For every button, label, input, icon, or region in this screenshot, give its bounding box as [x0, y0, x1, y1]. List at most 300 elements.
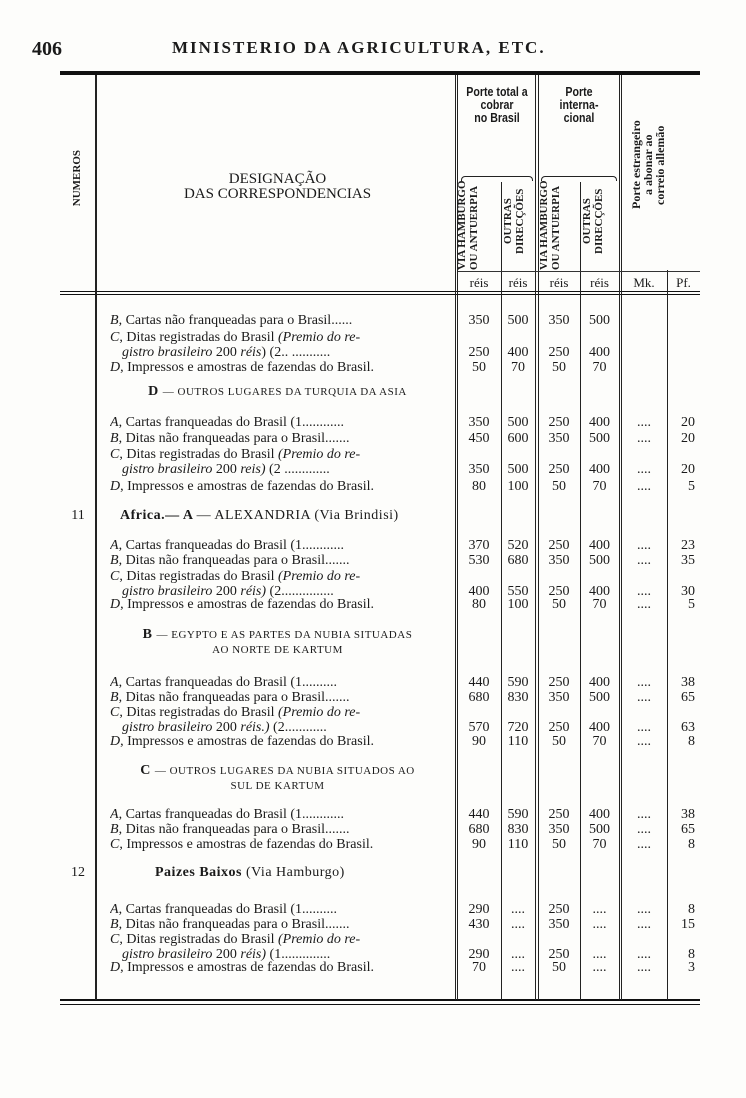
text-segment: , Impressos e amostras de fazendas do Brasil. — [120, 734, 374, 749]
text-segment: , Cartas não franqueadas para o Brasil...... — [118, 313, 353, 328]
cell-value: 50 — [552, 597, 566, 612]
header-line: Porte — [565, 85, 593, 99]
cell-value: 250 — [468, 345, 490, 360]
text-segment: A — [110, 675, 119, 690]
text-segment: D — [110, 479, 121, 494]
row-description — [110, 415, 453, 431]
cell-value: 290 — [468, 947, 490, 962]
top-rule — [60, 71, 700, 75]
heading-lead: C — [140, 763, 155, 778]
bottom-rule-2 — [60, 1004, 700, 1005]
cell-value: 50 — [552, 479, 566, 494]
text-segment: C — [110, 569, 120, 584]
cell-value: .... — [637, 479, 651, 494]
section-heading — [0, 627, 746, 656]
text-segment: B — [110, 553, 119, 568]
cell-value: .... — [592, 902, 607, 917]
unit-label: réis — [508, 275, 528, 290]
cell-value: 290 — [468, 902, 490, 917]
header-line: a abonar ao — [641, 134, 655, 196]
cell-value: 400 — [507, 345, 529, 360]
cell-value: 70 — [511, 360, 525, 375]
cell-value: .... — [637, 690, 651, 705]
heading-text — [100, 384, 455, 400]
cell-value: 500 — [589, 553, 610, 568]
table-row — [0, 431, 746, 447]
cell-value: 440 — [468, 675, 490, 690]
cell-value: 830 — [507, 690, 529, 705]
row-description — [110, 807, 453, 823]
cell-value: 440 — [468, 807, 490, 822]
cell-value: 350 — [548, 431, 570, 446]
porte-total-header — [459, 86, 536, 125]
cell-value: 250 — [548, 720, 570, 735]
text-segment: reis) — [240, 462, 270, 477]
header-line: correio allemão — [653, 125, 667, 205]
table-row — [0, 822, 746, 838]
table-row — [0, 313, 746, 329]
cell-value: 70 — [472, 960, 486, 975]
text-segment: A — [110, 807, 119, 822]
cell-value: .... — [637, 538, 651, 553]
row-description — [110, 902, 453, 918]
cell-value: .... — [637, 917, 651, 932]
running-title: MINISTERIO DA AGRICULTURA, ETC. — [172, 38, 546, 57]
row-description — [110, 705, 453, 721]
cell-value: 38 — [681, 807, 695, 822]
cell-value: .... — [637, 720, 651, 735]
heading-lead: B — [142, 627, 157, 642]
numbers-header: NUMEROS — [71, 150, 83, 207]
unit-label: réis — [590, 275, 609, 290]
heading-lead: D — [148, 384, 163, 399]
table-row — [0, 807, 746, 823]
row-description — [110, 538, 453, 554]
section-number: 11 — [71, 508, 85, 523]
cell-value: 250 — [548, 462, 570, 477]
header-line: OUTRAS — [581, 198, 593, 244]
cell-value: 590 — [507, 675, 529, 690]
cell-value: 250 — [548, 345, 570, 360]
text-segment: (Premio do re- — [277, 569, 361, 584]
text-segment: , Impressos e amostras de fazendas do Brasil. — [120, 479, 374, 494]
header-line: cobrar — [480, 98, 514, 112]
table-row — [0, 917, 746, 933]
cell-value: 430 — [468, 917, 490, 932]
cell-value: 20 — [681, 462, 695, 477]
heading-label: — ALEXANDRIA (Via Brindisi) — [196, 508, 399, 523]
cell-value: 63 — [681, 720, 695, 735]
cell-value: 350 — [468, 415, 490, 430]
header-line: OU ANTUERPIA — [550, 185, 562, 270]
text-segment: , Cartas franqueadas do Brasil (1............ — [118, 807, 345, 822]
cell-value: .... — [637, 902, 651, 917]
cell-value: 500 — [507, 313, 529, 328]
text-segment: (2 ............. — [269, 462, 330, 477]
header-line: DIRECÇÕES — [593, 188, 605, 254]
row-description — [110, 313, 453, 329]
heading-label: — EGYPTO E AS PARTES DA NUBIA SITUADAS — [156, 629, 413, 641]
text-segment: , Cartas franqueadas do Brasil (1.......... — [118, 902, 338, 917]
cell-value: 50 — [472, 360, 486, 375]
porte-estrangeiro-header — [630, 90, 692, 240]
cell-value: 350 — [548, 822, 570, 837]
text-segment: , Ditas não franqueadas para o Brasil....... — [118, 917, 350, 932]
cell-value: 20 — [681, 431, 695, 446]
heading-label: SUL DE KARTUM — [230, 780, 325, 792]
text-segment: A — [110, 902, 119, 917]
cell-value: 450 — [468, 431, 490, 446]
cell-value: 680 — [468, 822, 490, 837]
table-row — [0, 479, 746, 495]
cell-value: 110 — [507, 837, 529, 852]
cell-value: .... — [637, 947, 651, 962]
header-line: OUTRAS — [502, 198, 514, 244]
cell-value: 100 — [507, 597, 529, 612]
section-heading — [0, 384, 746, 400]
cell-value: 30 — [681, 584, 695, 599]
row-description — [110, 690, 453, 706]
header-rule-2 — [60, 294, 700, 295]
heading-text — [100, 778, 455, 794]
cell-value: 250 — [548, 538, 570, 553]
cell-value: .... — [637, 415, 651, 430]
row-description — [110, 675, 453, 691]
cell-value: 830 — [507, 822, 529, 837]
text-segment: gistro brasileiro — [122, 462, 213, 477]
table-row — [0, 705, 746, 735]
cell-value: .... — [637, 675, 651, 690]
cell-value: 50 — [552, 734, 566, 749]
cell-value: 500 — [507, 415, 529, 430]
heading-label: — OUTROS LUGARES DA NUBIA SITUADOS AO — [154, 765, 415, 777]
cell-value: .... — [592, 947, 607, 962]
table-row — [0, 932, 746, 962]
cell-value: 80 — [472, 479, 486, 494]
cell-value: 65 — [681, 822, 695, 837]
text-segment: (2............... — [269, 584, 334, 599]
cell-value: 500 — [507, 462, 529, 477]
row-description — [110, 597, 453, 613]
cell-value: 400 — [589, 720, 610, 735]
cell-value: 530 — [468, 553, 490, 568]
text-segment: (1.............. — [269, 947, 331, 962]
row-description — [122, 345, 465, 361]
table-row — [0, 553, 746, 569]
cell-value: 90 — [472, 734, 486, 749]
text-segment: B — [110, 431, 119, 446]
cell-value: 250 — [548, 584, 570, 599]
heading-text — [155, 865, 510, 881]
text-segment: gistro brasileiro — [122, 947, 213, 962]
row-description — [110, 917, 453, 933]
unit-label: réis — [469, 275, 489, 290]
heading-text — [100, 627, 455, 643]
brace — [541, 176, 617, 181]
header-line: interna- — [559, 98, 599, 112]
cell-value: 250 — [548, 947, 570, 962]
row-description — [110, 569, 453, 585]
text-segment: , Ditas registradas do Brasil — [119, 447, 278, 462]
cell-value: .... — [637, 960, 651, 975]
cell-value: 500 — [589, 690, 610, 705]
cell-value: .... — [511, 917, 525, 932]
text-segment: réis) — [240, 584, 270, 599]
text-segment: A — [110, 538, 119, 553]
cell-value: 70 — [592, 597, 607, 612]
text-segment: , Ditas registradas do Brasil — [119, 705, 278, 720]
header-line: Porte total a — [466, 85, 528, 99]
cell-value: 400 — [589, 462, 610, 477]
row-description — [122, 462, 465, 478]
text-segment: gistro brasileiro — [122, 584, 213, 599]
cell-value: 35 — [681, 553, 695, 568]
text-segment: C — [110, 330, 120, 345]
cell-value: .... — [637, 462, 651, 477]
sub-header-hamburgo — [456, 180, 500, 270]
cell-value: 400 — [589, 415, 610, 430]
cell-value: 15 — [681, 917, 695, 932]
heading-lead: Paizes Baixos — [155, 865, 246, 880]
text-segment: , Ditas não franqueadas para o Brasil....... — [118, 553, 350, 568]
header-line: VIA HAMBURGO — [538, 180, 550, 270]
heading-label: AO NORTE DE KARTUM — [212, 644, 343, 656]
text-segment: C — [110, 932, 120, 947]
section-heading — [0, 508, 746, 524]
text-segment: B — [110, 313, 119, 328]
cell-value: .... — [511, 902, 525, 917]
text-segment: C — [110, 705, 120, 720]
text-segment: , Ditas registradas do Brasil — [119, 330, 278, 345]
cell-value: 370 — [468, 538, 490, 553]
cell-value: 70 — [592, 837, 607, 852]
text-segment: D — [110, 734, 121, 749]
text-segment: , Ditas não franqueadas para o Brasil....... — [118, 431, 350, 446]
text-segment: , Cartas franqueadas do Brasil (1............ — [118, 415, 345, 430]
cell-value: 65 — [681, 690, 695, 705]
text-segment: , Ditas não franqueadas para o Brasil....... — [118, 690, 350, 705]
cell-value: .... — [637, 734, 651, 749]
cell-value: 8 — [688, 734, 695, 749]
cell-value: 600 — [507, 431, 529, 446]
cell-value: 20 — [681, 415, 695, 430]
cell-value: 400 — [589, 675, 610, 690]
cell-value: 3 — [688, 960, 695, 975]
row-description — [110, 822, 453, 838]
header-line: cional — [563, 111, 595, 125]
row-description — [110, 837, 453, 853]
section-number: 12 — [71, 865, 85, 880]
text-segment: (Premio do re- — [277, 932, 361, 947]
cell-value: 680 — [468, 690, 490, 705]
text-segment: C — [110, 837, 120, 852]
cell-value: 500 — [589, 431, 610, 446]
cell-value: 250 — [548, 675, 570, 690]
text-segment: réis.) — [240, 720, 274, 735]
cell-value: 8 — [688, 902, 695, 917]
header-line: Porte estrangeiro — [629, 120, 643, 210]
header-line: DIRECÇÕES — [514, 188, 526, 254]
cell-value: 400 — [468, 584, 490, 599]
table-row — [0, 330, 746, 360]
text-segment: réis) — [240, 947, 270, 962]
cell-value: 350 — [548, 690, 570, 705]
text-segment: (Premio do re- — [277, 705, 361, 720]
table-row — [0, 360, 746, 376]
cell-value: 500 — [589, 822, 610, 837]
cell-value: 570 — [468, 720, 490, 735]
cell-value: .... — [511, 960, 525, 975]
cell-value: 70 — [592, 479, 607, 494]
cell-value: 50 — [552, 837, 566, 852]
cell-value: .... — [637, 584, 651, 599]
cell-value: 250 — [548, 415, 570, 430]
sub-header-outras — [581, 186, 619, 256]
row-description — [110, 553, 453, 569]
row-description — [110, 960, 453, 976]
table-row — [0, 690, 746, 706]
units-rule — [458, 271, 700, 272]
brace — [461, 176, 533, 181]
cell-value: 500 — [589, 313, 610, 328]
cell-value: 680 — [507, 553, 529, 568]
designation-line: DESIGNAÇÃO — [228, 171, 327, 187]
text-segment: gistro brasileiro — [122, 345, 213, 360]
text-segment: B — [110, 917, 119, 932]
cell-value: 100 — [507, 479, 529, 494]
cell-value: 80 — [472, 597, 486, 612]
row-description — [110, 447, 453, 463]
text-segment: D — [110, 960, 121, 975]
cell-value: 50 — [552, 360, 566, 375]
cell-value: 70 — [592, 734, 607, 749]
sub-header-hamburgo — [538, 180, 580, 270]
table-row — [0, 447, 746, 477]
heading-text — [100, 642, 455, 658]
text-segment: , Impressos e amostras de fazendas do Brasil. — [120, 960, 374, 975]
cell-value: 90 — [472, 837, 486, 852]
text-segment: (Premio do re- — [277, 447, 361, 462]
text-segment: D — [110, 597, 121, 612]
row-description — [110, 431, 453, 447]
text-segment: 200 — [212, 720, 241, 735]
text-segment: gistro brasileiro — [122, 720, 213, 735]
cell-value: 550 — [507, 584, 529, 599]
text-segment: , Ditas registradas do Brasil — [119, 569, 278, 584]
cell-value: 590 — [507, 807, 529, 822]
cell-value: 350 — [548, 553, 570, 568]
text-segment: D — [110, 360, 121, 375]
section-heading — [0, 763, 746, 792]
text-segment: ) (2.. ........... — [261, 345, 331, 360]
heading-label: — OUTROS LUGARES DA TURQUIA DA ASIA — [162, 386, 407, 398]
cell-value: .... — [637, 807, 651, 822]
cell-value: 720 — [507, 720, 529, 735]
row-description — [110, 734, 453, 750]
text-segment: , Cartas franqueadas do Brasil (1.......... — [118, 675, 338, 690]
cell-value: 350 — [468, 313, 490, 328]
table-row — [0, 538, 746, 554]
text-segment: , Ditas não franqueadas para o Brasil....... — [118, 822, 350, 837]
cell-value: .... — [637, 837, 651, 852]
designation-header — [100, 172, 455, 202]
text-segment: C — [110, 447, 120, 462]
header-line: no Brasil — [474, 111, 520, 125]
bottom-rule — [60, 999, 700, 1001]
unit-label: réis — [549, 275, 569, 290]
heading-label: (Via Hamburgo) — [246, 865, 345, 880]
cell-value: 5 — [688, 597, 695, 612]
row-description — [110, 330, 453, 346]
cell-value: 110 — [507, 734, 529, 749]
text-segment: A — [110, 415, 119, 430]
text-segment: , Impressos e amostras de fazendas do Brasil. — [119, 837, 374, 852]
header-line: VIA HAMBURGO — [456, 180, 468, 270]
cell-value: 520 — [507, 538, 529, 553]
text-segment: 200 — [212, 462, 241, 477]
page-number: 406 — [32, 38, 62, 60]
cell-value: 400 — [589, 538, 610, 553]
sub-header-outras — [502, 186, 535, 256]
table-row — [0, 960, 746, 976]
cell-value: 23 — [681, 538, 695, 553]
table-row — [0, 597, 746, 613]
heading-text — [120, 508, 475, 524]
cell-value: 50 — [552, 960, 566, 975]
table-row — [0, 569, 746, 599]
text-segment: 200 — [212, 345, 241, 360]
cell-value: 350 — [468, 462, 490, 477]
row-description — [110, 479, 453, 495]
table-row — [0, 675, 746, 691]
cell-value: 8 — [688, 837, 695, 852]
cell-value: .... — [592, 917, 607, 932]
row-description — [110, 360, 453, 376]
text-segment: , Cartas franqueadas do Brasil (1............ — [118, 538, 345, 553]
heading-lead: Africa.— A — [120, 508, 197, 523]
table-row — [0, 902, 746, 918]
table-row — [0, 837, 746, 853]
section-heading — [0, 865, 746, 881]
text-segment: 200 — [212, 947, 241, 962]
header-rule — [60, 291, 700, 292]
unit-label: Mk. — [633, 275, 655, 290]
text-segment: , Impressos e amostras de fazendas do Brasil. — [120, 360, 374, 375]
cell-value: 250 — [548, 902, 570, 917]
text-segment: B — [110, 690, 119, 705]
heading-text — [100, 763, 455, 779]
text-segment: , Impressos e amostras de fazendas do Brasil. — [120, 597, 374, 612]
header-line: OU ANTUERPIA — [468, 185, 480, 270]
cell-value: .... — [592, 960, 607, 975]
text-segment: (2............ — [273, 720, 327, 735]
row-description — [110, 932, 453, 948]
cell-value: 8 — [688, 947, 695, 962]
unit-label: Pf. — [676, 275, 691, 290]
cell-value: .... — [511, 947, 525, 962]
text-segment: B — [110, 822, 119, 837]
cell-value: 38 — [681, 675, 695, 690]
table-row — [0, 734, 746, 750]
table-row — [0, 415, 746, 431]
cell-value: .... — [637, 553, 651, 568]
cell-value: 70 — [592, 360, 607, 375]
cell-value: 350 — [548, 313, 570, 328]
cell-value: 400 — [589, 584, 610, 599]
text-segment: (Premio do re- — [277, 330, 361, 345]
cell-value: 5 — [688, 479, 695, 494]
cell-value: 400 — [589, 345, 610, 360]
